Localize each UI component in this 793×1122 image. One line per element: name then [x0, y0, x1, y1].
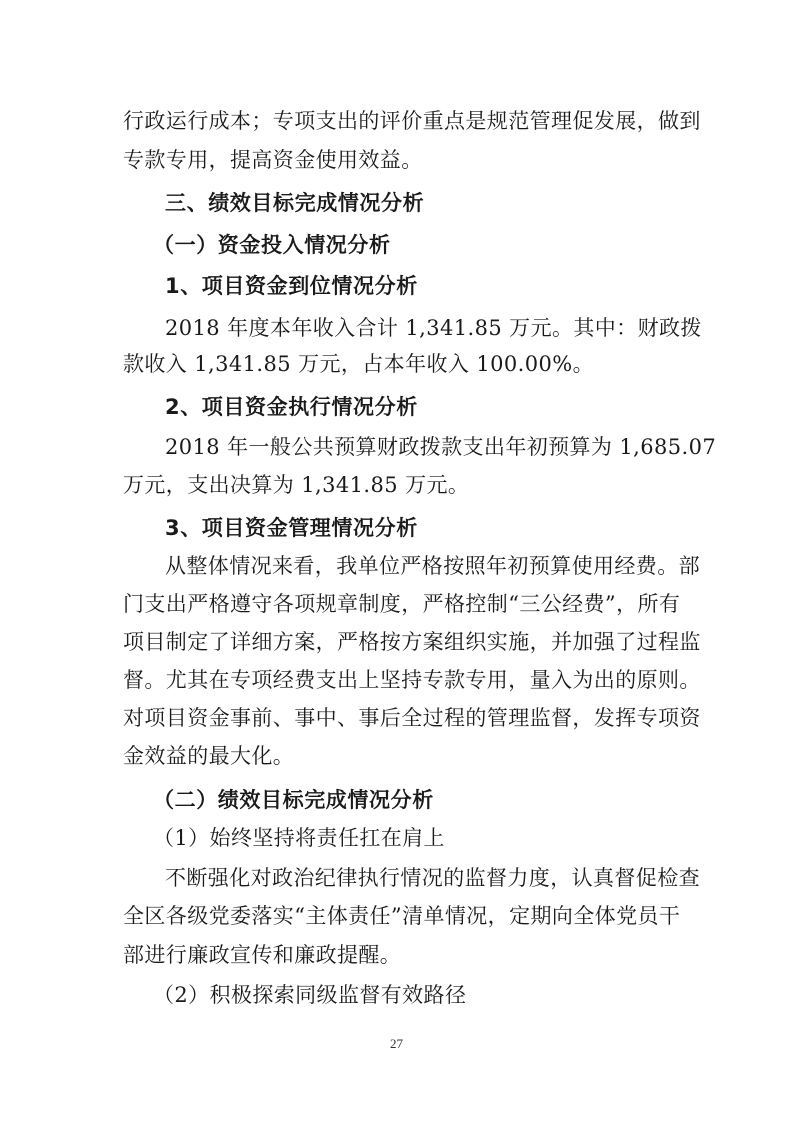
body-text-line: 金效益的最大化。 — [123, 744, 295, 768]
item-heading: 3、项目资金管理情况分析 — [165, 516, 418, 540]
body-text-line: 部进行廉政宣传和廉政提醒。 — [123, 943, 402, 967]
body-text-line: 专款专用，提高资金使用效益。 — [123, 148, 423, 172]
body-text-line: 项目制定了详细方案，严格按方案组织实施，并加强了过程监 — [123, 630, 701, 654]
page-number: 27 — [390, 1036, 403, 1051]
body-text-line: 款收入 1,341.85 万元，占本年收入 100.00%。 — [123, 352, 594, 376]
item-heading: 1、项目资金到位情况分析 — [165, 274, 418, 298]
body-text-line: 2018 年度本年收入合计 1,341.85 万元。其中：财政拨 — [165, 316, 702, 340]
numbered-point: （2）积极探索同级监督有效路径 — [153, 983, 467, 1007]
section-heading: 三、绩效目标完成情况分析 — [165, 191, 425, 215]
body-text-line: 行政运行成本；专项支出的评价重点是规范管理促发展，做到 — [123, 109, 701, 133]
subsection-heading: （一）资金投入情况分析 — [153, 233, 391, 257]
body-text-line: 从整体情况来看，我单位严格按照年初预算使用经费。部 — [165, 554, 700, 578]
body-text-line: 不断强化对政治纪律执行情况的监督力度，认真督促检查 — [165, 866, 700, 890]
numbered-point: （1）始终坚持将责任扛在肩上 — [153, 826, 445, 850]
body-text-line: 2018 年一般公共预算财政拨款支出年初预算为 1,685.07 — [165, 435, 717, 459]
body-text-line: 对项目资金事前、事中、事后全过程的管理监督，发挥专项资 — [123, 706, 701, 730]
item-heading: 2、项目资金执行情况分析 — [165, 395, 418, 419]
body-text-line: 全区各级党委落实“主体责任”清单情况，定期向全体党员干 — [123, 904, 681, 928]
body-text-line: 万元，支出决算为 1,341.85 万元。 — [123, 473, 470, 497]
subsection-heading: （二）绩效目标完成情况分析 — [153, 788, 434, 812]
body-text-line: 督。尤其在专项经费支出上坚持专款专用，量入为出的原则。 — [123, 668, 701, 692]
body-text-line: 门支出严格遵守各项规章制度，严格控制“三公经费”，所有 — [123, 592, 681, 616]
